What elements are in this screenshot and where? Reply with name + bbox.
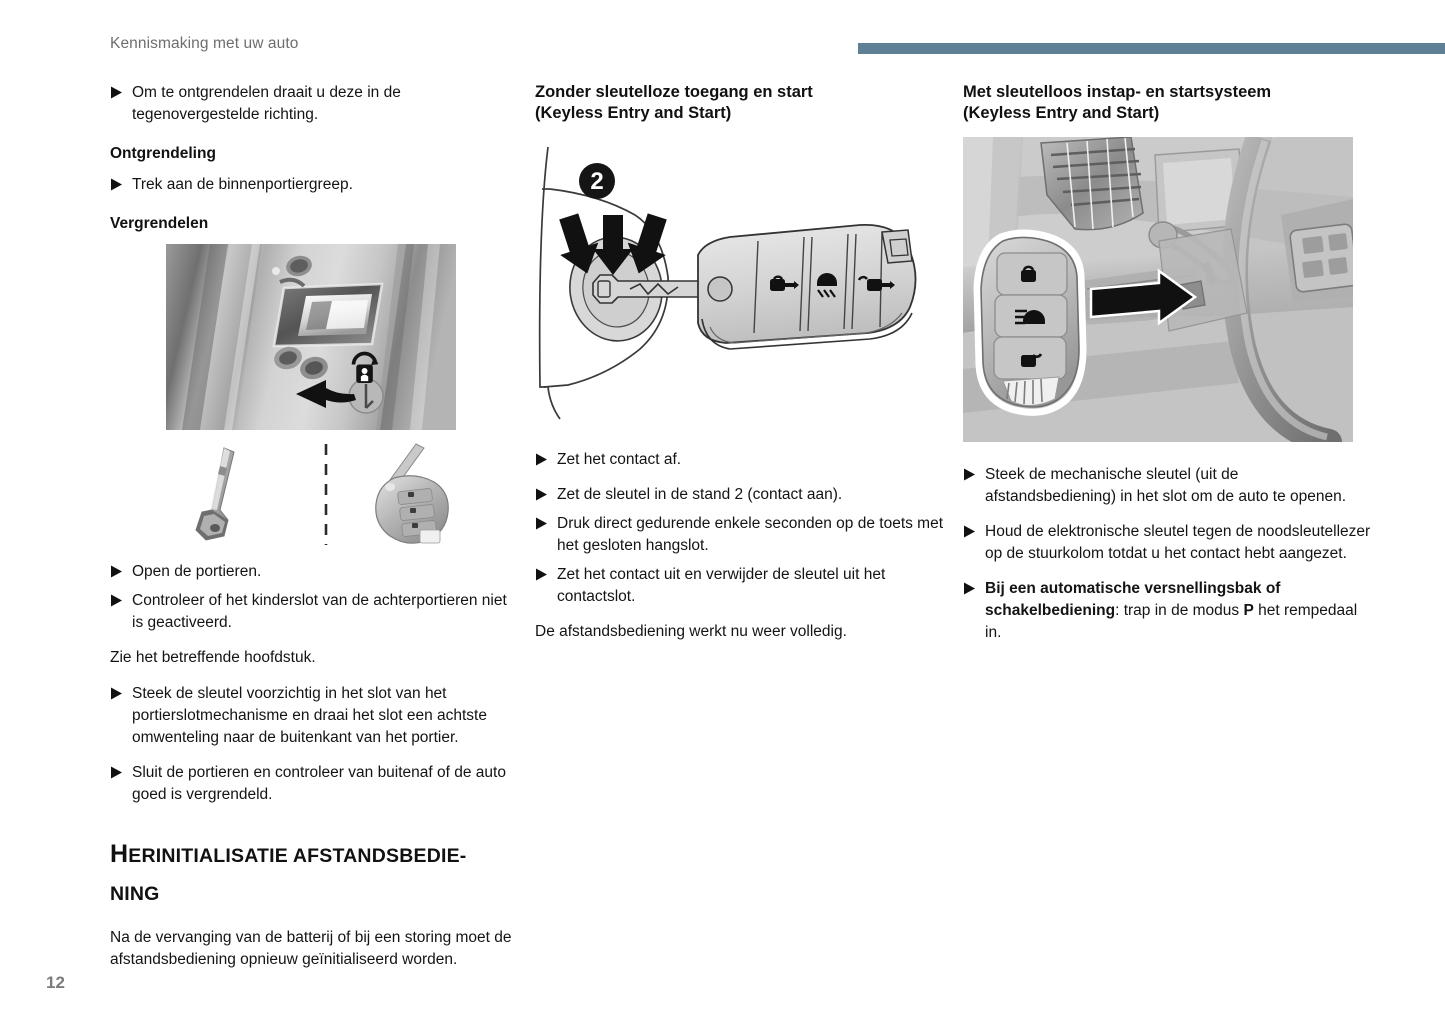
list-item-text: Sluit de portieren en controleer van buitenaf of de auto goed is vergrendeld.	[132, 764, 506, 804]
list-item	[110, 561, 520, 583]
list-item	[535, 484, 945, 506]
figure-keys	[176, 442, 476, 547]
triangle-right-icon	[535, 517, 548, 530]
list-item	[963, 578, 1373, 644]
callout-number-2	[579, 163, 615, 199]
list-item-text: Steek de mechanische sleutel (uit de afstandsbediening) in het slot om de auto te openen.	[985, 465, 1347, 505]
triangle-right-icon	[535, 568, 548, 581]
list-item-text	[985, 578, 1373, 644]
list-item	[535, 513, 945, 557]
figure-door-lock-photo	[166, 244, 456, 430]
running-head: Kennismaking met uw auto	[110, 35, 299, 52]
section-heading-line2: (Keyless Entry and Start)	[963, 104, 1160, 123]
chapter-heading-cont: NING	[110, 882, 160, 905]
triangle-right-icon	[963, 525, 976, 538]
list-item-text: Controleer of het kinderslot van de achterportieren niet is geactiveerd.	[132, 592, 507, 632]
triangle-right-icon	[110, 687, 123, 700]
figure-interior-photo	[963, 137, 1353, 442]
triangle-right-icon	[110, 766, 123, 779]
list-item-text: Steek de sleutel voorzichtig in het slot van het portierslotmechanisme en draai het slot een achtste omwenteling naar de buitenkant van het portier.	[132, 685, 487, 747]
column-right	[963, 82, 1373, 657]
list-item-text-part: : trap in de modus	[1115, 601, 1244, 619]
list-item	[110, 82, 520, 126]
svg-text:2: 2	[590, 167, 604, 195]
list-item	[110, 762, 520, 806]
triangle-right-icon	[963, 468, 976, 481]
list-item	[963, 464, 1373, 508]
section-heading-right	[963, 82, 1373, 125]
list-item	[963, 521, 1373, 565]
triangle-right-icon	[963, 582, 976, 595]
list-item-text: Druk direct gedurende enkele seconden op de toets met het gesloten hangslot.	[557, 514, 944, 554]
chapter-heading-body: ERINITIALISATIE AFSTANDSBEDIE-	[128, 845, 467, 868]
remote-key-illustration	[376, 444, 448, 543]
mechanical-key-illustration	[196, 448, 234, 540]
triangle-right-icon	[110, 565, 123, 578]
list-item	[110, 174, 520, 196]
list-item-text-plain: Houd de elektronische sleutel tegen de noodsleutellezer op de stuurkolom totdat u het contact hebt aangezet.	[985, 522, 1371, 562]
paragraph: Zie het betreffende hoofdstuk.	[110, 649, 316, 667]
list-item-text	[985, 521, 1373, 565]
header-accent-rule	[858, 43, 1445, 54]
section-heading-line2: (Keyless Entry and Start)	[535, 104, 732, 123]
emphasis-text: Bij een automatische versnellingsbak of schakelbediening	[985, 579, 1281, 619]
list-item-text: Open de portieren.	[132, 563, 262, 581]
list-item-text: Zet het contact uit en verwijder de sleutel uit het contactslot.	[557, 565, 886, 605]
list-item-text: Om te ontgrendelen draait u deze in de tegenovergestelde richting.	[132, 84, 401, 123]
paragraph: De afstandsbediening werkt nu weer volledig.	[535, 622, 847, 640]
list-item	[110, 683, 520, 749]
triangle-right-icon	[535, 488, 548, 501]
list-item-text-part: het rempedaal in.	[985, 601, 1358, 641]
chapter-heading-initial: H	[110, 840, 129, 869]
section-heading-line1: Met sleutelloos instap- en startsysteem	[963, 83, 1272, 101]
list-item-text: Zet de sleutel in de stand 2 (contact aan).	[557, 485, 843, 503]
heading-vergrendelen: Vergrendelen	[110, 215, 209, 233]
section-heading-middle	[535, 82, 945, 125]
triangle-right-icon	[535, 453, 548, 466]
paragraph: Na de vervanging van de batterij of bij een storing moet de afstandsbediening opnieuw geïnitialiseerd worden.	[110, 929, 512, 969]
mode-letter: P	[1243, 601, 1254, 619]
chapter-heading	[110, 836, 520, 911]
list-item	[535, 564, 945, 608]
list-item	[110, 590, 520, 634]
triangle-right-icon	[110, 178, 123, 191]
triangle-right-icon	[110, 86, 123, 99]
list-item-text: Trek aan de binnenportiergreep.	[132, 176, 353, 194]
triangle-right-icon	[110, 594, 123, 607]
column-middle	[535, 82, 945, 657]
figure-key-ignition-diagram	[530, 137, 935, 427]
smart-key-inset	[977, 233, 1083, 412]
list-item-text: Zet het contact af.	[557, 450, 682, 468]
section-heading-line1: Zonder sleutelloze toegang en start	[535, 83, 813, 101]
heading-ontgrendeling: Ontgrendeling	[110, 145, 216, 162]
column-left	[110, 82, 520, 985]
list-item	[535, 449, 945, 471]
page-number: 12	[46, 973, 65, 992]
